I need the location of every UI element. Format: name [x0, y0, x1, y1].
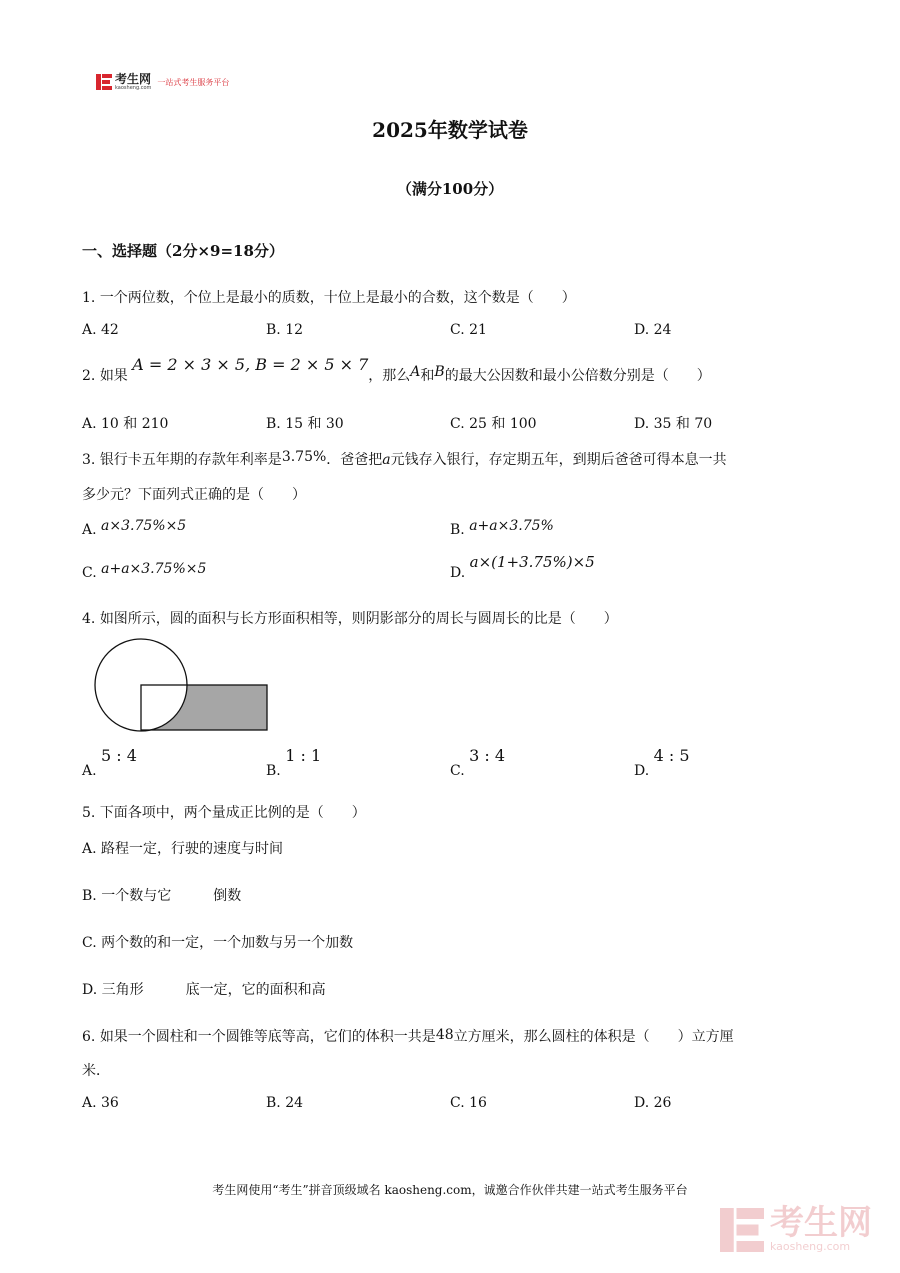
- question-1: [82, 288, 576, 308]
- question-text: 下面各项中，两个量成正比例的是（ ）: [99, 805, 366, 821]
- option-c: C. 两个数的和一定，一个加数与另一个加数: [82, 935, 354, 951]
- option-d: [634, 746, 690, 779]
- question-text: 元钱存入银行，存定期五年，到期后爸爸可得本息一共: [390, 452, 727, 468]
- interest-rate: 3.75%: [281, 449, 327, 465]
- option-ratio: 5 : 4: [101, 746, 137, 765]
- option-a: A. 10 和 210: [82, 416, 169, 432]
- option-label: A.: [82, 763, 97, 779]
- question-6-line2: 米．: [82, 1063, 110, 1079]
- question-5: [82, 803, 366, 823]
- question-number: 2.: [82, 368, 96, 384]
- option-c: C. 21: [450, 322, 487, 338]
- question-number: 3.: [82, 452, 96, 468]
- watermark-url: kaosheng.com: [770, 1240, 851, 1253]
- option-d: D. 24: [634, 322, 672, 338]
- option-ratio: 3 : 4: [469, 746, 506, 765]
- question-3-line2: 多少元？下面列式正确的是（ ）: [82, 487, 306, 503]
- option-b: [266, 746, 322, 779]
- question-text-suffix: 的最大公因数和最小公倍数分别是（ ）: [444, 368, 711, 384]
- option-formula: a×3.75%×5: [101, 518, 187, 534]
- volume-value: 48: [435, 1027, 454, 1043]
- option-formula: a×(1+3.75%)×5: [469, 553, 595, 571]
- watermark: [720, 1203, 872, 1253]
- option-d: [450, 553, 595, 581]
- site-logo: [96, 72, 229, 92]
- option-d: D. 26: [634, 1095, 672, 1111]
- formula: A = 2 × 3 × 5, B = 2 × 5 × 7: [132, 355, 369, 374]
- question-6: [82, 1026, 734, 1048]
- option-a: [82, 518, 187, 538]
- option-c: [450, 746, 506, 779]
- option-label: C.: [82, 565, 97, 581]
- option-b: B. 24: [266, 1095, 304, 1111]
- question-number: 6.: [82, 1029, 96, 1045]
- logo-url: kaosheng.com: [115, 85, 152, 91]
- question-text: 立方厘米，那么圆柱的体积是（ ）立方厘: [453, 1029, 734, 1045]
- question-text: ．爸爸把: [326, 452, 383, 468]
- option-a: A. 36: [82, 1095, 119, 1111]
- question-number: 1.: [82, 290, 96, 306]
- option-c: C. 16: [450, 1095, 487, 1111]
- option-label: A.: [82, 522, 97, 538]
- option-label: D.: [634, 763, 650, 779]
- option-b: B. 15 和 30: [266, 416, 344, 432]
- option-formula: a+a×3.75%: [469, 518, 554, 534]
- option-d: D. 三角形 底一定，它的面积和高: [82, 982, 326, 998]
- question-4: [82, 609, 618, 629]
- option-b: B. 一个数与它 倒数: [82, 888, 242, 904]
- option-b: B. 12: [266, 322, 304, 338]
- section-heading: 一、选择题（2分×9=18分）: [82, 242, 284, 260]
- variable-a: A: [410, 364, 421, 380]
- question-text-and: 和: [420, 368, 435, 384]
- page-title: 2025年数学试卷: [372, 118, 528, 142]
- watermark-logo-icon: [720, 1208, 764, 1252]
- option-c: [82, 561, 207, 581]
- option-label: D.: [450, 565, 466, 581]
- option-c: C. 25 和 100: [450, 416, 537, 432]
- watermark-name: 考生网: [770, 1203, 872, 1243]
- logo-name: 考生网: [115, 72, 152, 86]
- option-label: B.: [266, 763, 281, 779]
- page-footer: 考生网使用“考生”拼音顶级域名 kaosheng.com，诚邀合作伙伴共建一站式考生服务平台: [212, 1183, 688, 1197]
- variable-b: B: [434, 364, 445, 380]
- option-a: A. 路程一定，行驶的速度与时间: [82, 841, 284, 857]
- variable-a: a: [382, 452, 391, 468]
- question-text: 如果一个圆柱和一个圆锥等底等高，它们的体积一共是: [99, 1029, 436, 1045]
- question-number: 4.: [82, 611, 96, 627]
- question-text: 如图所示，圆的面积与长方形面积相等，则阴影部分的周长与圆周长的比是（ ）: [99, 611, 618, 627]
- option-b: [450, 518, 554, 538]
- logo-icon: [96, 74, 112, 90]
- option-formula: a+a×3.75%×5: [101, 561, 207, 577]
- option-ratio: 4 : 5: [653, 746, 690, 765]
- option-label: B.: [450, 522, 465, 538]
- option-d: D. 35 和 70: [634, 416, 713, 432]
- logo-slogan: 一站式考生服务平台: [157, 77, 230, 87]
- question-2: [82, 355, 711, 389]
- circle-rectangle-figure: [92, 637, 272, 737]
- question-text-mid: ，那么: [368, 368, 411, 384]
- option-ratio: 1 : 1: [285, 746, 322, 765]
- option-label: C.: [450, 763, 465, 779]
- option-a: A. 42: [82, 322, 119, 338]
- option-a: [82, 746, 137, 779]
- question-number: 5.: [82, 805, 96, 821]
- page-subtitle: （满分100分）: [396, 180, 504, 198]
- question-text: 一个两位数，个位上是最小的质数，十位上是最小的合数，这个数是（ ）: [99, 290, 576, 306]
- question-text-prefix: 如果: [99, 368, 128, 384]
- question-text: 银行卡五年期的存款年利率是: [99, 452, 282, 468]
- question-3: [82, 448, 727, 472]
- shaded-region: [141, 685, 267, 730]
